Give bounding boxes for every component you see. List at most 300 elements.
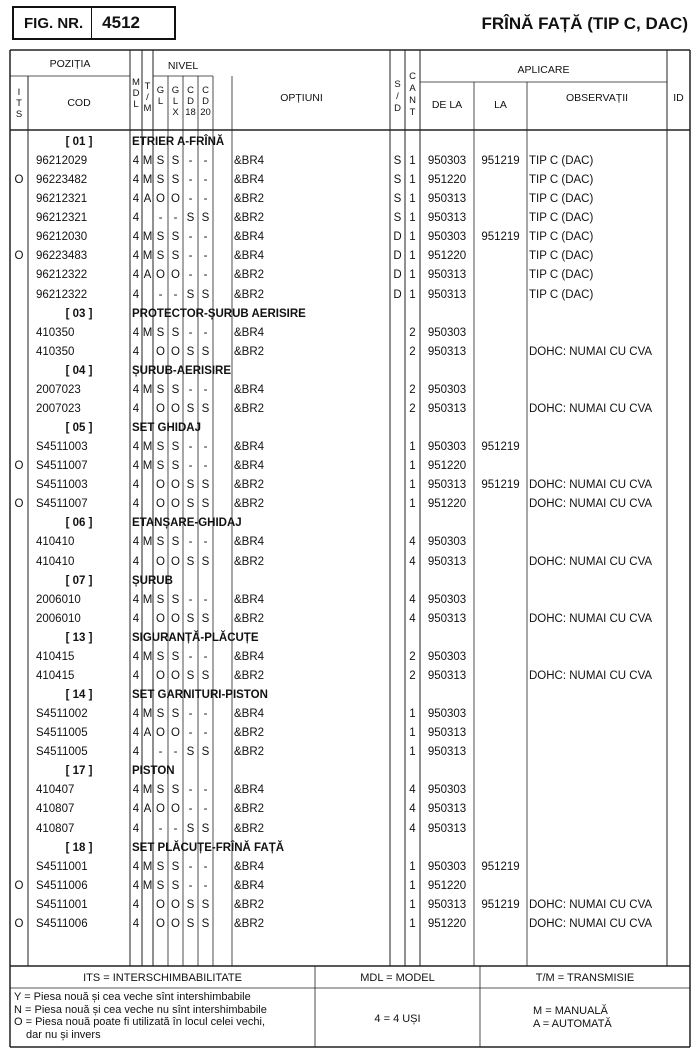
part-code: 410350 <box>36 345 75 358</box>
nivel-value: S <box>156 650 165 663</box>
section-position: [ 01 ] <box>65 136 93 148</box>
nivel-value: - <box>203 231 208 244</box>
sd-value: D <box>393 250 402 263</box>
part-code: 2007023 <box>36 383 81 396</box>
cant-value: 1 <box>409 898 416 911</box>
mdl-value: 4 <box>132 879 140 892</box>
nivel-value: S <box>201 288 210 301</box>
option-code: &BR4 <box>234 650 265 663</box>
date-from: 950313 <box>427 803 467 816</box>
col-header-observatii: OBSERVAȚII <box>565 92 629 104</box>
sd-value: D <box>393 288 402 301</box>
option-code: &BR4 <box>234 593 265 606</box>
mdl-value: 4 <box>132 250 140 263</box>
mdl-value: 4 <box>132 822 140 835</box>
nivel-value: S <box>171 879 180 892</box>
date-from: 950303 <box>427 383 467 396</box>
mdl-value: 4 <box>132 746 140 759</box>
option-code: &BR2 <box>234 727 265 740</box>
col-header-pozitia: POZIȚIA <box>49 58 91 70</box>
col-header-cant: N <box>409 95 416 106</box>
nivel-value: S <box>156 784 165 797</box>
part-code: S4511001 <box>36 860 88 873</box>
tm-value: M <box>142 231 153 244</box>
section-position: [ 04 ] <box>65 364 93 377</box>
nivel-value: S <box>171 174 180 187</box>
date-to: 951219 <box>481 441 520 454</box>
nivel-value: - <box>203 727 208 740</box>
mdl-value: 4 <box>132 708 140 721</box>
nivel-value: S <box>171 326 180 339</box>
nivel-value: - <box>173 288 178 301</box>
part-code: 96223482 <box>36 174 88 187</box>
nivel-value: S <box>156 250 165 263</box>
nivel-value: - <box>203 269 208 282</box>
part-code: 410807 <box>36 822 75 835</box>
nivel-value: S <box>201 917 210 930</box>
part-code: S4511006 <box>36 917 88 930</box>
legend-mdl-value: 4 = 4 UȘI <box>374 1013 421 1025</box>
date-from: 950303 <box>427 708 467 721</box>
nivel-value: S <box>186 345 195 358</box>
nivel-value: S <box>201 822 210 835</box>
tm-value: M <box>142 326 153 339</box>
mdl-value: 4 <box>132 784 140 797</box>
cant-value: 4 <box>409 555 416 568</box>
option-code: &BR4 <box>234 860 265 873</box>
nivel-value: - <box>188 593 193 606</box>
option-code: &BR2 <box>234 898 265 911</box>
date-from: 950303 <box>427 650 467 663</box>
option-code: &BR2 <box>234 669 265 682</box>
cant-value: 2 <box>409 669 416 682</box>
nivel-value: S <box>171 231 180 244</box>
nivel-value: S <box>156 536 165 549</box>
nivel-value: O <box>156 345 165 358</box>
nivel-value: O <box>171 917 180 930</box>
nivel-value: O <box>171 803 180 816</box>
date-from: 950313 <box>427 269 467 282</box>
nivel-value: - <box>203 174 208 187</box>
date-from: 950313 <box>427 402 467 415</box>
col-header-nivel-sub: X <box>172 107 179 118</box>
option-code: &BR2 <box>234 612 265 625</box>
part-code: 96212030 <box>36 231 88 244</box>
observation: DOHC: NUMAI CU CVA <box>529 345 653 358</box>
part-code: 2006010 <box>36 593 81 606</box>
mdl-value: 4 <box>132 212 140 225</box>
option-code: &BR2 <box>234 269 265 282</box>
its-flag: O <box>14 460 24 473</box>
mdl-value: 4 <box>132 898 140 911</box>
tm-value: M <box>142 174 153 187</box>
tm-value: M <box>142 879 153 892</box>
date-from: 950313 <box>427 288 467 301</box>
part-code: 410410 <box>36 536 75 549</box>
legend-its-title: ITS = INTERSCHIMBABILITATE <box>83 972 242 984</box>
nivel-value: O <box>156 479 165 492</box>
mdl-value: 4 <box>132 441 140 454</box>
nivel-value: O <box>156 727 165 740</box>
observation: DOHC: NUMAI CU CVA <box>529 555 653 568</box>
mdl-value: 4 <box>132 917 140 930</box>
nivel-value: - <box>188 460 193 473</box>
cant-value: 1 <box>409 479 416 492</box>
option-code: &BR4 <box>234 383 265 396</box>
mdl-value: 4 <box>132 288 140 301</box>
cant-value: 1 <box>409 746 416 759</box>
nivel-value: - <box>203 536 208 549</box>
nivel-value: O <box>156 193 165 206</box>
part-code: S4511007 <box>36 460 88 473</box>
part-code: 2006010 <box>36 612 81 625</box>
part-code: S4511003 <box>36 479 88 492</box>
nivel-value: O <box>171 269 180 282</box>
legend-its-line: O = Piesa nouă poate fi utilizată în locul celei vechi, <box>14 1016 266 1028</box>
nivel-value: - <box>203 383 208 396</box>
section-position: [ 17 ] <box>65 765 93 778</box>
mdl-value: 4 <box>132 193 140 206</box>
nivel-value: - <box>203 326 208 339</box>
mdl-value: 4 <box>132 155 140 168</box>
option-code: &BR4 <box>234 460 265 473</box>
part-code: 410807 <box>36 803 75 816</box>
sd-value: S <box>393 155 402 168</box>
cant-value: 4 <box>409 803 416 816</box>
observation: TIP C (DAC) <box>529 231 594 244</box>
nivel-value: S <box>156 860 165 873</box>
sd-value: S <box>393 174 402 187</box>
date-to: 951219 <box>481 898 520 911</box>
nivel-value: O <box>171 612 180 625</box>
nivel-value: S <box>171 383 180 396</box>
tm-value: M <box>142 784 153 797</box>
nivel-value: O <box>171 555 180 568</box>
nivel-value: S <box>156 593 165 606</box>
cant-value: 1 <box>409 860 416 873</box>
observation: TIP C (DAC) <box>529 288 594 301</box>
section-position: [ 03 ] <box>65 307 93 320</box>
nivel-value: S <box>201 669 210 682</box>
mdl-value: 4 <box>132 345 140 358</box>
nivel-value: S <box>171 250 180 263</box>
nivel-value: - <box>188 250 193 263</box>
mdl-value: 4 <box>132 479 140 492</box>
sd-value: S <box>393 193 402 206</box>
nivel-value: - <box>203 860 208 873</box>
nivel-value: S <box>186 402 195 415</box>
part-code: 96212322 <box>36 269 88 282</box>
col-header-id: ID <box>673 92 684 104</box>
mdl-value: 4 <box>132 803 140 816</box>
option-code: &BR2 <box>234 917 265 930</box>
cant-value: 1 <box>409 917 416 930</box>
nivel-value: - <box>188 879 193 892</box>
nivel-value: S <box>186 212 195 225</box>
nivel-value: S <box>201 345 210 358</box>
date-from: 951220 <box>427 250 467 263</box>
tm-value: M <box>142 593 153 606</box>
nivel-value: S <box>171 708 180 721</box>
date-from: 950303 <box>427 593 467 606</box>
part-code: S4511001 <box>36 898 88 911</box>
date-from: 950313 <box>427 822 467 835</box>
cant-value: 4 <box>409 612 416 625</box>
cant-value: 4 <box>409 822 416 835</box>
mdl-value: 4 <box>132 669 140 682</box>
part-code: S4511005 <box>36 746 88 759</box>
option-code: &BR4 <box>234 250 265 263</box>
part-code: 96223483 <box>36 250 88 263</box>
cant-value: 2 <box>409 383 416 396</box>
tm-value: M <box>142 441 153 454</box>
nivel-value: O <box>171 479 180 492</box>
nivel-value: O <box>156 669 165 682</box>
observation: DOHC: NUMAI CU CVA <box>529 479 653 492</box>
nivel-value: - <box>173 212 178 225</box>
option-code: &BR4 <box>234 326 265 339</box>
col-header-its: S <box>15 109 23 120</box>
option-code: &BR4 <box>234 231 265 244</box>
nivel-value: - <box>203 708 208 721</box>
cant-value: 2 <box>409 402 416 415</box>
nivel-value: O <box>171 402 180 415</box>
figure-label: FIG. NR. <box>14 8 92 38</box>
option-code: &BR2 <box>234 822 265 835</box>
cant-value: 1 <box>409 460 416 473</box>
cant-value: 1 <box>409 174 416 187</box>
nivel-value: S <box>156 460 165 473</box>
nivel-value: S <box>171 784 180 797</box>
legend-tm-line: M = MANUALĂ <box>533 1005 608 1017</box>
nivel-value: S <box>186 555 195 568</box>
option-code: &BR4 <box>234 441 265 454</box>
nivel-value: S <box>201 746 210 759</box>
tm-value: M <box>142 460 153 473</box>
option-code: &BR4 <box>234 879 265 892</box>
col-header-sd: S <box>394 79 401 90</box>
legend-tm-title: T/M = TRANSMISIE <box>535 972 635 984</box>
nivel-value: - <box>188 441 193 454</box>
nivel-value: O <box>156 898 165 911</box>
section-position: [ 07 ] <box>65 574 93 587</box>
nivel-value: - <box>203 155 208 168</box>
cant-value: 1 <box>409 269 416 282</box>
observation: DOHC: NUMAI CU CVA <box>529 498 653 511</box>
nivel-value: - <box>188 536 193 549</box>
date-from: 951220 <box>427 879 467 892</box>
tm-value: M <box>142 860 153 873</box>
nivel-value: - <box>173 746 178 759</box>
option-code: &BR2 <box>234 212 265 225</box>
its-flag: O <box>14 498 24 511</box>
section-name: PROTECTOR-ȘURUB AERISIRE <box>132 307 306 320</box>
tm-value: M <box>142 383 153 396</box>
col-header-nivel-sub: L <box>172 96 179 107</box>
option-code: &BR2 <box>234 345 265 358</box>
tm-value: M <box>142 536 153 549</box>
nivel-value: - <box>203 650 208 663</box>
tm-value: A <box>143 269 152 282</box>
option-code: &BR2 <box>234 746 265 759</box>
section-name: ETRIER A-FRÎNĂ <box>132 136 225 148</box>
date-from: 950303 <box>427 155 467 168</box>
nivel-value: O <box>156 917 165 930</box>
cant-value: 1 <box>409 288 416 301</box>
nivel-value: S <box>171 155 180 168</box>
col-header-nivel-sub: 18 <box>185 107 196 118</box>
nivel-value: S <box>186 288 195 301</box>
nivel-value: - <box>188 383 193 396</box>
col-header-nivel-sub: G <box>171 85 180 96</box>
mdl-value: 4 <box>132 555 140 568</box>
option-code: &BR2 <box>234 402 265 415</box>
mdl-value: 4 <box>132 650 140 663</box>
cant-value: 1 <box>409 727 416 740</box>
section-name: ȘURUB-AERISIRE <box>132 364 232 377</box>
date-from: 951220 <box>427 498 467 511</box>
date-from: 950303 <box>427 784 467 797</box>
nivel-value: S <box>156 326 165 339</box>
nivel-value: S <box>171 593 180 606</box>
part-code: 96212321 <box>36 212 88 225</box>
cant-value: 2 <box>409 650 416 663</box>
legend-its-line: Y = Piesa nouă și cea veche sînt intershimbabile <box>14 991 251 1003</box>
mdl-value: 4 <box>132 612 140 625</box>
date-from: 950313 <box>427 746 467 759</box>
nivel-value: O <box>156 402 165 415</box>
cant-value: 1 <box>409 155 416 168</box>
figure-number: 4512 <box>102 13 140 32</box>
cant-value: 2 <box>409 345 416 358</box>
mdl-value: 4 <box>132 174 140 187</box>
date-from: 950313 <box>427 345 467 358</box>
observation: DOHC: NUMAI CU CVA <box>529 898 653 911</box>
tm-value: M <box>142 155 153 168</box>
nivel-value: - <box>158 212 163 225</box>
legend-its-line: dar nu și invers <box>26 1028 101 1041</box>
mdl-value: 4 <box>132 383 140 396</box>
date-from: 950313 <box>427 727 467 740</box>
legend-tm-line: A = AUTOMATĂ <box>533 1018 612 1030</box>
date-to: 951219 <box>481 155 520 168</box>
nivel-value: - <box>203 879 208 892</box>
part-code: S4511003 <box>36 441 88 454</box>
section-position: [ 13 ] <box>65 631 93 644</box>
observation: DOHC: NUMAI CU CVA <box>529 612 653 625</box>
nivel-value: O <box>156 612 165 625</box>
nivel-value: O <box>171 498 180 511</box>
part-code: 410410 <box>36 555 75 568</box>
option-code: &BR4 <box>234 708 265 721</box>
col-header-nivel-sub: D <box>202 96 209 107</box>
nivel-value: S <box>186 822 195 835</box>
nivel-value: S <box>156 708 165 721</box>
nivel-value: - <box>203 593 208 606</box>
nivel-value: S <box>201 479 210 492</box>
mdl-value: 4 <box>132 269 140 282</box>
nivel-value: - <box>203 250 208 263</box>
sd-value: S <box>393 212 402 225</box>
nivel-value: - <box>158 746 163 759</box>
nivel-value: S <box>201 498 210 511</box>
nivel-value: - <box>188 860 193 873</box>
nivel-value: - <box>203 784 208 797</box>
part-code: S4511007 <box>36 498 88 511</box>
section-name: SET PLĂCUȚE-FRÎNĂ FAȚĂ <box>132 841 285 854</box>
sd-value: D <box>393 231 402 244</box>
nivel-value: O <box>171 193 180 206</box>
mdl-value: 4 <box>132 536 140 549</box>
nivel-value: - <box>188 174 193 187</box>
cant-value: 2 <box>409 326 416 339</box>
tm-value: A <box>143 727 152 740</box>
date-from: 951220 <box>427 917 467 930</box>
part-code: 410350 <box>36 326 75 339</box>
observation: DOHC: NUMAI CU CVA <box>529 917 653 930</box>
nivel-value: S <box>156 155 165 168</box>
cant-value: 1 <box>409 879 416 892</box>
nivel-value: O <box>171 898 180 911</box>
col-header-mdl: M <box>132 77 140 88</box>
date-from: 950303 <box>427 860 467 873</box>
section-position: [ 06 ] <box>65 517 93 530</box>
nivel-value: O <box>156 269 165 282</box>
mdl-value: 4 <box>132 860 140 873</box>
col-header-its: I <box>17 87 21 98</box>
part-code: S4511002 <box>36 708 88 721</box>
cant-value: 1 <box>409 708 416 721</box>
mdl-value: 4 <box>132 727 140 740</box>
part-code: S4511006 <box>36 879 88 892</box>
nivel-value: O <box>171 727 180 740</box>
col-header-la: LA <box>494 99 507 111</box>
nivel-value: S <box>171 460 180 473</box>
nivel-value: - <box>188 708 193 721</box>
nivel-value: O <box>171 669 180 682</box>
nivel-value: S <box>156 174 165 187</box>
part-code: 410407 <box>36 784 75 797</box>
section-name: SET GHIDAJ <box>132 422 202 435</box>
date-from: 950303 <box>427 441 467 454</box>
cant-value: 1 <box>409 498 416 511</box>
cant-value: 4 <box>409 593 416 606</box>
mdl-value: 4 <box>132 326 140 339</box>
nivel-value: O <box>156 803 165 816</box>
tm-value: A <box>143 193 152 206</box>
nivel-value: S <box>186 917 195 930</box>
col-header-nivel-sub: 20 <box>200 107 211 118</box>
nivel-value: - <box>158 288 163 301</box>
its-flag: O <box>14 250 24 263</box>
col-header-nivel-sub: L <box>157 96 164 107</box>
date-from: 950303 <box>427 326 467 339</box>
nivel-value: - <box>173 822 178 835</box>
nivel-value: S <box>186 612 195 625</box>
col-header-tm: / <box>146 92 149 103</box>
col-header-tm: T <box>144 81 151 92</box>
nivel-value: - <box>188 193 193 206</box>
date-from: 950313 <box>427 898 467 911</box>
nivel-value: - <box>203 460 208 473</box>
option-code: &BR2 <box>234 498 265 511</box>
nivel-value: S <box>186 746 195 759</box>
part-code: 96212029 <box>36 155 88 168</box>
option-code: &BR4 <box>234 155 265 168</box>
nivel-value: - <box>203 803 208 816</box>
nivel-value: - <box>188 650 193 663</box>
cant-value: 1 <box>409 231 416 244</box>
